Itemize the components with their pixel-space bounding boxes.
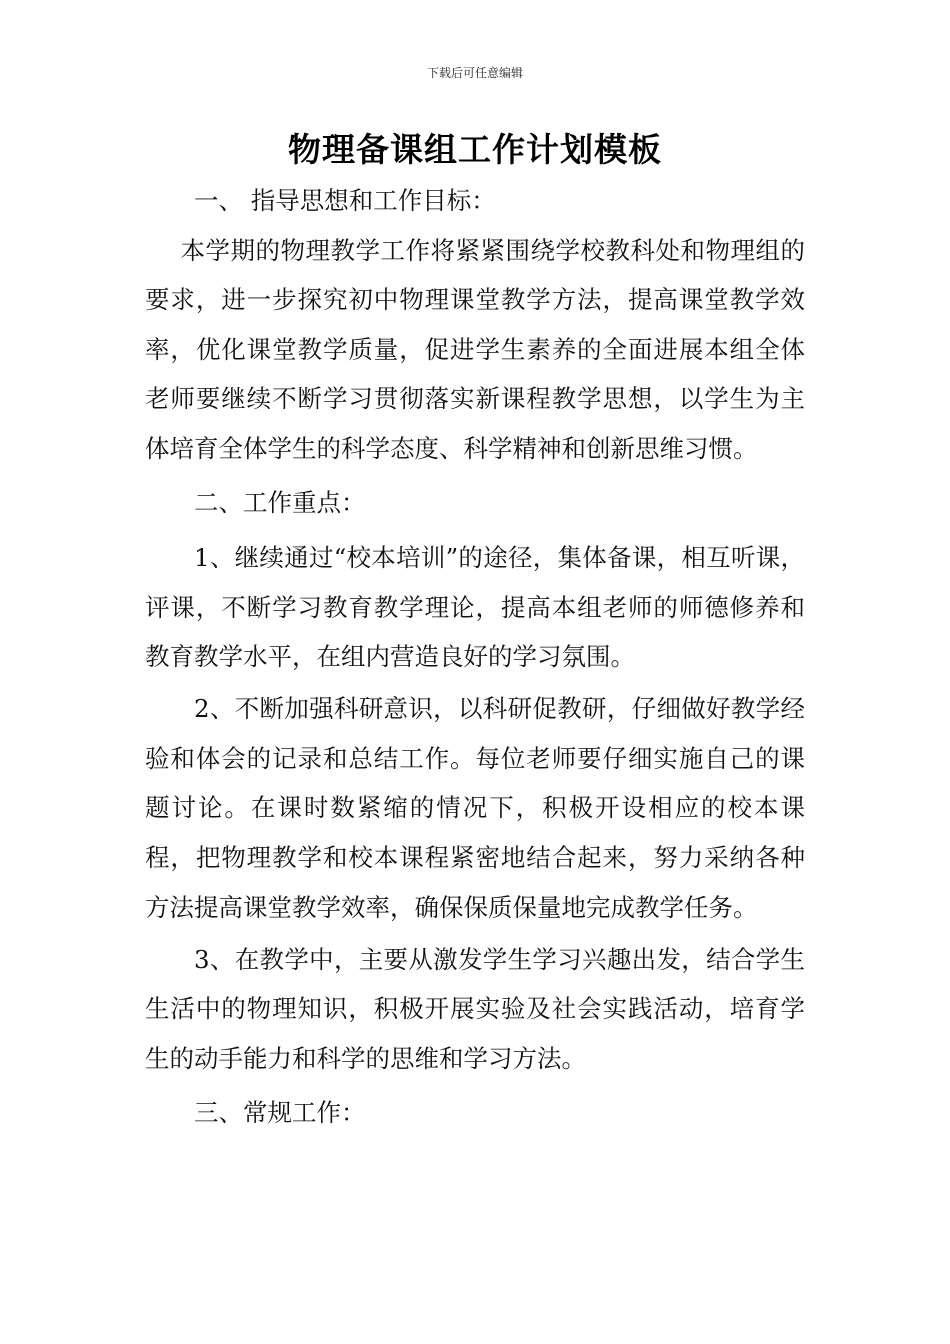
document-body <box>145 176 805 1138</box>
paragraph-point-2: 2、不断加强科研意识，以科研促教研，仔细做好教学经验和体会的记录和总结工作。每位老师要仔细实施自己的课题讨论。在课时数紧缩的情况下，积极开设相应的校本课程，把物理教学和校本课程紧密地结合起来，努力采纳各种方法提高课堂教学效率，确保保质保量地完成教学任务。 <box>145 694 805 922</box>
section-heading-1: 一、 指导思想和工作目标： <box>194 186 496 215</box>
header-note: 下载后可任意编辑 <box>426 66 523 80</box>
document-title: 物理备课组工作计划模板 <box>288 130 662 169</box>
section-heading-3: 三、常规工作： <box>194 1098 366 1128</box>
paragraph-point-3: 3、在教学中，主要从激发学生学习兴趣出发，结合学生生活中的物理知识，积极开展实验及社会实践活动，培育学生的动手能力和科学的思维和学习方法。 <box>145 944 805 1073</box>
paragraph-guiding-thought: 本学期的物理教学工作将紧紧围绕学校教科处和物理组的要求，进一步探究初中物理课堂教学方法，提高课堂教学效率，优化课堂教学质量，促进学生素养的全面进展本组全体老师要继续不断学习贯彻落实新课程教学思想，以学生为主体培育全体学生的科学态度、科学精神和创新思维习惯。 <box>145 235 805 463</box>
paragraph-point-1: 1、继续通过“校本培训”的途径，集体备课，相互听课，评课，不断学习教育教学理论，提高本组老师的师德修养和教育教学水平，在组内营造良好的学习氛围。 <box>145 542 805 672</box>
section-heading-2: 二、工作重点： <box>194 488 366 518</box>
